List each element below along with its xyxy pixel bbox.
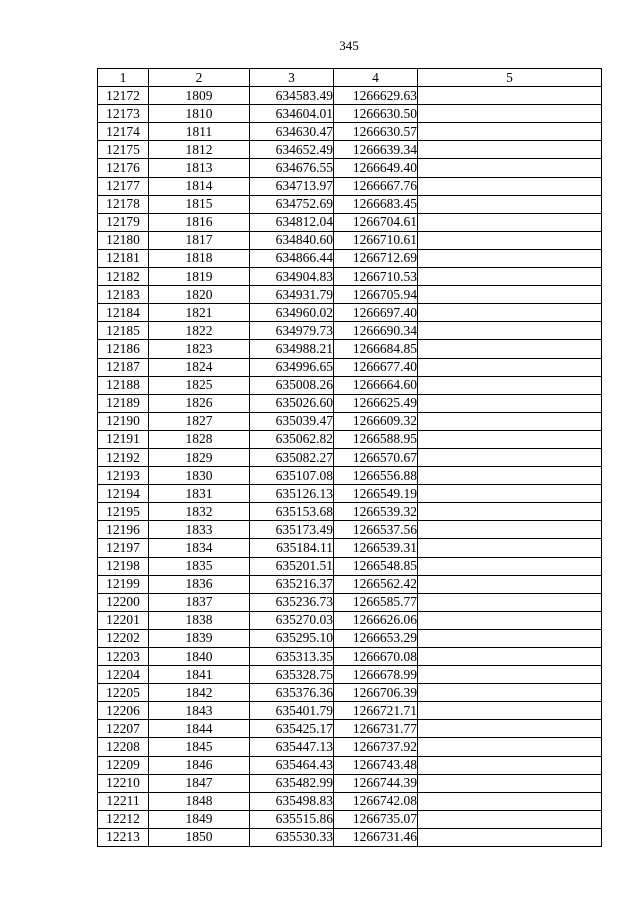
table-cell: 12172 [98, 87, 149, 105]
table-cell: 12205 [98, 684, 149, 702]
table-cell: 635026.60 [250, 394, 334, 412]
column-header: 1 [98, 69, 149, 87]
table-cell: 635126.13 [250, 485, 334, 503]
table-row [98, 177, 602, 195]
table-cell [418, 539, 602, 557]
table-cell [418, 448, 602, 466]
table-cell: 12185 [98, 322, 149, 340]
table-cell: 12187 [98, 358, 149, 376]
table-cell: 12191 [98, 430, 149, 448]
table-cell [418, 141, 602, 159]
table-row [98, 611, 602, 629]
table-cell [418, 485, 602, 503]
table-cell: 1821 [149, 304, 250, 322]
table-cell: 1266677.40 [334, 358, 418, 376]
table-cell: 1809 [149, 87, 250, 105]
table-cell: 635107.08 [250, 467, 334, 485]
table-row [98, 430, 602, 448]
table-cell: 1266539.32 [334, 503, 418, 521]
table-row [98, 702, 602, 720]
table-cell: 12184 [98, 304, 149, 322]
table-cell: 635082.27 [250, 448, 334, 466]
table-cell [418, 412, 602, 430]
table-cell: 1825 [149, 376, 250, 394]
table-cell [418, 666, 602, 684]
table-cell: 1849 [149, 810, 250, 828]
table-cell: 1827 [149, 412, 250, 430]
table-row [98, 792, 602, 810]
table-row [98, 774, 602, 792]
table-row [98, 412, 602, 430]
table-cell: 12182 [98, 268, 149, 286]
table-cell: 12179 [98, 213, 149, 231]
table-row [98, 141, 602, 159]
table-cell: 1266649.40 [334, 159, 418, 177]
table-cell: 12177 [98, 177, 149, 195]
table-cell: 1266690.34 [334, 322, 418, 340]
table-cell: 1266743.48 [334, 756, 418, 774]
table-row [98, 123, 602, 141]
table-cell: 12192 [98, 448, 149, 466]
table-cell: 635515.86 [250, 810, 334, 828]
table-cell: 1266735.07 [334, 810, 418, 828]
table-row [98, 195, 602, 213]
table-cell: 635295.10 [250, 629, 334, 647]
table-cell [418, 828, 602, 846]
table-cell [418, 213, 602, 231]
table-cell: 1811 [149, 123, 250, 141]
table-cell: 12199 [98, 575, 149, 593]
table-cell: 1842 [149, 684, 250, 702]
table-cell: 1266737.92 [334, 738, 418, 756]
table-row [98, 720, 602, 738]
table-row [98, 503, 602, 521]
table-header-row [98, 69, 602, 87]
table-body [98, 87, 602, 847]
table-cell: 12176 [98, 159, 149, 177]
table-cell: 12198 [98, 557, 149, 575]
column-header: 4 [334, 69, 418, 87]
table-cell: 635153.68 [250, 503, 334, 521]
table-row [98, 394, 602, 412]
coordinates-table [97, 68, 602, 847]
table-cell [418, 593, 602, 611]
table-cell: 635184.11 [250, 539, 334, 557]
table-cell: 12201 [98, 611, 149, 629]
table-cell: 635328.75 [250, 666, 334, 684]
table-cell: 635216.37 [250, 575, 334, 593]
table-cell: 634604.01 [250, 105, 334, 123]
table-cell [418, 684, 602, 702]
table-row [98, 557, 602, 575]
table-cell [418, 159, 602, 177]
table-cell: 12197 [98, 539, 149, 557]
table-row [98, 159, 602, 177]
table-cell: 634866.44 [250, 249, 334, 267]
table-cell: 1841 [149, 666, 250, 684]
table-row [98, 105, 602, 123]
table-cell [418, 376, 602, 394]
table-cell: 1817 [149, 231, 250, 249]
table-cell: 635447.13 [250, 738, 334, 756]
table-cell: 1829 [149, 448, 250, 466]
table-cell [418, 503, 602, 521]
table-cell: 1266556.88 [334, 467, 418, 485]
table-row [98, 249, 602, 267]
table-cell: 1266731.46 [334, 828, 418, 846]
table-cell [418, 105, 602, 123]
table-cell: 12181 [98, 249, 149, 267]
table-cell: 1833 [149, 521, 250, 539]
table-cell: 1266697.40 [334, 304, 418, 322]
column-header: 2 [149, 69, 250, 87]
table-cell: 12188 [98, 376, 149, 394]
table-cell: 1828 [149, 430, 250, 448]
table-cell: 1818 [149, 249, 250, 267]
table-cell: 1266678.99 [334, 666, 418, 684]
table-cell: 634996.65 [250, 358, 334, 376]
table-cell [418, 774, 602, 792]
table-cell: 634752.69 [250, 195, 334, 213]
table-cell: 12207 [98, 720, 149, 738]
table-cell [418, 702, 602, 720]
table-cell: 1266630.57 [334, 123, 418, 141]
table-row [98, 268, 602, 286]
table-cell [418, 738, 602, 756]
table-cell [418, 720, 602, 738]
table-cell: 635039.47 [250, 412, 334, 430]
table-cell: 1846 [149, 756, 250, 774]
table-row [98, 539, 602, 557]
table-cell: 1822 [149, 322, 250, 340]
table-cell [418, 304, 602, 322]
table-cell: 1266548.85 [334, 557, 418, 575]
table-row [98, 593, 602, 611]
table-cell: 1266731.77 [334, 720, 418, 738]
table-cell: 1266549.19 [334, 485, 418, 503]
table-cell: 1839 [149, 629, 250, 647]
table-cell: 1266653.29 [334, 629, 418, 647]
table-cell: 1266704.61 [334, 213, 418, 231]
table-cell [418, 756, 602, 774]
table-cell [418, 810, 602, 828]
table-cell: 634979.73 [250, 322, 334, 340]
table-row [98, 485, 602, 503]
table-cell: 635401.79 [250, 702, 334, 720]
table-cell: 12194 [98, 485, 149, 503]
table-cell [418, 340, 602, 358]
table-cell: 634583.49 [250, 87, 334, 105]
table-cell [418, 195, 602, 213]
table-cell: 1838 [149, 611, 250, 629]
table-cell: 1820 [149, 286, 250, 304]
table-cell: 12211 [98, 792, 149, 810]
table-cell: 1266539.31 [334, 539, 418, 557]
table-cell: 1813 [149, 159, 250, 177]
table-cell: 1823 [149, 340, 250, 358]
table-cell [418, 322, 602, 340]
table-cell: 635464.43 [250, 756, 334, 774]
table-cell: 1266609.32 [334, 412, 418, 430]
table-cell: 1819 [149, 268, 250, 286]
table-cell: 1832 [149, 503, 250, 521]
table-cell: 1816 [149, 213, 250, 231]
table-cell [418, 611, 602, 629]
table-cell: 1844 [149, 720, 250, 738]
table-cell: 12180 [98, 231, 149, 249]
table-row [98, 340, 602, 358]
table-cell [418, 394, 602, 412]
table-cell: 634904.83 [250, 268, 334, 286]
table-cell: 1266588.95 [334, 430, 418, 448]
table-cell: 1266684.85 [334, 340, 418, 358]
table-cell: 1815 [149, 195, 250, 213]
table-cell: 1826 [149, 394, 250, 412]
table-cell [418, 792, 602, 810]
table-cell: 12203 [98, 648, 149, 666]
table-cell: 1266721.71 [334, 702, 418, 720]
table-cell [418, 648, 602, 666]
table-cell: 12204 [98, 666, 149, 684]
table-row [98, 575, 602, 593]
column-header: 3 [250, 69, 334, 87]
table-cell: 635201.51 [250, 557, 334, 575]
table-row [98, 810, 602, 828]
table-cell: 1266710.61 [334, 231, 418, 249]
table-row [98, 738, 602, 756]
table-cell: 634676.55 [250, 159, 334, 177]
table-cell: 1847 [149, 774, 250, 792]
table-cell [418, 123, 602, 141]
table-cell: 1810 [149, 105, 250, 123]
table-cell: 12174 [98, 123, 149, 141]
table-row [98, 648, 602, 666]
table-cell: 1824 [149, 358, 250, 376]
table-cell: 12196 [98, 521, 149, 539]
table-cell [418, 177, 602, 195]
table-cell [418, 231, 602, 249]
table-cell: 1266562.42 [334, 575, 418, 593]
table-row [98, 521, 602, 539]
table-cell: 635425.17 [250, 720, 334, 738]
table-cell: 12178 [98, 195, 149, 213]
table-cell: 1266683.45 [334, 195, 418, 213]
table-cell [418, 467, 602, 485]
table-cell: 12208 [98, 738, 149, 756]
table-cell: 12206 [98, 702, 149, 720]
table-cell: 635270.03 [250, 611, 334, 629]
table-cell: 1266537.56 [334, 521, 418, 539]
table-cell: 12195 [98, 503, 149, 521]
column-header: 5 [418, 69, 602, 87]
table-row [98, 756, 602, 774]
table-cell: 12212 [98, 810, 149, 828]
table-cell: 12183 [98, 286, 149, 304]
table-cell: 1266629.63 [334, 87, 418, 105]
table-cell: 12209 [98, 756, 149, 774]
table-cell [418, 286, 602, 304]
table-row [98, 304, 602, 322]
table-cell: 12202 [98, 629, 149, 647]
table-cell: 12190 [98, 412, 149, 430]
table-row [98, 684, 602, 702]
table-cell: 634960.02 [250, 304, 334, 322]
table-cell: 635482.99 [250, 774, 334, 792]
table-cell: 1266625.49 [334, 394, 418, 412]
table-cell: 1266630.50 [334, 105, 418, 123]
table-cell: 635376.36 [250, 684, 334, 702]
table-cell: 1266742.08 [334, 792, 418, 810]
table-cell: 635236.73 [250, 593, 334, 611]
table-cell: 634840.60 [250, 231, 334, 249]
table-cell: 1266744.39 [334, 774, 418, 792]
table-cell [418, 249, 602, 267]
table-cell: 635173.49 [250, 521, 334, 539]
table-cell: 635008.26 [250, 376, 334, 394]
table-cell: 1834 [149, 539, 250, 557]
table-cell [418, 268, 602, 286]
table-cell: 1266706.39 [334, 684, 418, 702]
table-cell: 12175 [98, 141, 149, 159]
table-cell: 12186 [98, 340, 149, 358]
table-row [98, 376, 602, 394]
table-cell: 1850 [149, 828, 250, 846]
table-cell: 634630.47 [250, 123, 334, 141]
table-row [98, 467, 602, 485]
table-cell: 634931.79 [250, 286, 334, 304]
table-cell: 12200 [98, 593, 149, 611]
table-row [98, 213, 602, 231]
table-cell: 1837 [149, 593, 250, 611]
table-cell: 12173 [98, 105, 149, 123]
table-row [98, 828, 602, 846]
table-cell: 634812.04 [250, 213, 334, 231]
table-row [98, 87, 602, 105]
table-cell: 1835 [149, 557, 250, 575]
page-number: 345 [339, 38, 359, 53]
table-cell [418, 430, 602, 448]
table-cell: 634652.49 [250, 141, 334, 159]
table-cell: 1812 [149, 141, 250, 159]
table-cell: 1266585.77 [334, 593, 418, 611]
table-row [98, 286, 602, 304]
table-cell: 1266664.60 [334, 376, 418, 394]
table-cell [418, 87, 602, 105]
table-cell: 1266705.94 [334, 286, 418, 304]
table-row [98, 629, 602, 647]
table-row [98, 322, 602, 340]
table-cell: 12193 [98, 467, 149, 485]
table-cell: 12210 [98, 774, 149, 792]
table-cell: 635498.83 [250, 792, 334, 810]
table-cell: 1840 [149, 648, 250, 666]
table-row [98, 448, 602, 466]
table-cell [418, 575, 602, 593]
table-row [98, 666, 602, 684]
table-cell: 635062.82 [250, 430, 334, 448]
table-cell [418, 629, 602, 647]
table-cell: 1814 [149, 177, 250, 195]
table-cell [418, 557, 602, 575]
table-cell: 1266626.06 [334, 611, 418, 629]
table-cell: 12189 [98, 394, 149, 412]
table-cell: 1845 [149, 738, 250, 756]
table-cell [418, 521, 602, 539]
table-cell: 1830 [149, 467, 250, 485]
table-cell: 12213 [98, 828, 149, 846]
table-cell: 635530.33 [250, 828, 334, 846]
table-cell: 1848 [149, 792, 250, 810]
table-cell: 634988.21 [250, 340, 334, 358]
table-cell: 1831 [149, 485, 250, 503]
table-cell: 1266710.53 [334, 268, 418, 286]
table-cell: 634713.97 [250, 177, 334, 195]
table-cell: 1836 [149, 575, 250, 593]
table-cell: 1266639.34 [334, 141, 418, 159]
table-cell: 1266667.76 [334, 177, 418, 195]
table-cell: 1266670.08 [334, 648, 418, 666]
table-row [98, 358, 602, 376]
table-cell: 1266712.69 [334, 249, 418, 267]
table-cell [418, 358, 602, 376]
table-row [98, 231, 602, 249]
table-cell: 635313.35 [250, 648, 334, 666]
table-cell: 1843 [149, 702, 250, 720]
table-cell: 1266570.67 [334, 448, 418, 466]
